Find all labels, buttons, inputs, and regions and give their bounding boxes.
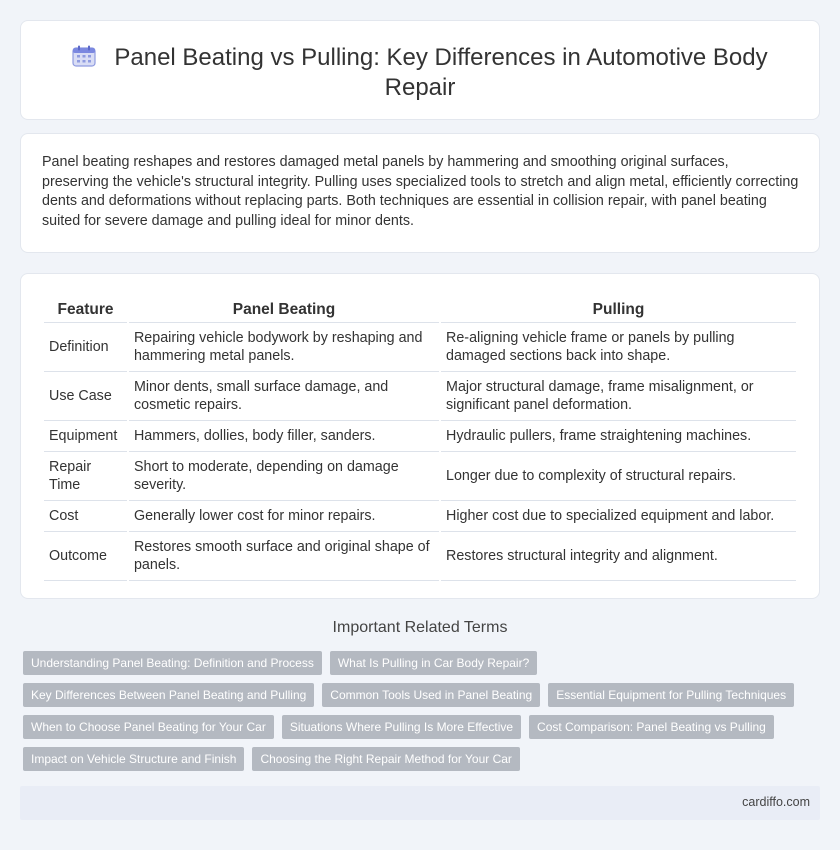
table-header-row (44, 295, 796, 323)
comparison-card (20, 273, 820, 599)
cell-panel-beating: Repairing vehicle bodywork by reshaping and hammering metal panels. (129, 323, 439, 372)
related-terms-list (23, 651, 803, 771)
related-term-link[interactable]: What Is Pulling in Car Body Repair? (330, 651, 537, 675)
table-row (44, 501, 796, 532)
related-terms-heading: Important Related Terms (332, 619, 508, 636)
cell-panel-beating: Short to moderate, depending on damage severity. (129, 452, 439, 501)
footer-site-link[interactable]: cardiffo.com (742, 795, 810, 809)
header-panel-beating: Panel Beating (129, 295, 439, 323)
table-row (44, 532, 796, 581)
calendar-icon (72, 45, 96, 67)
cell-panel-beating: Restores smooth surface and original shape of panels. (129, 532, 439, 581)
cell-feature: Cost (44, 501, 127, 532)
footer (20, 786, 820, 820)
title-card (20, 20, 820, 120)
header-pulling: Pulling (441, 295, 796, 323)
cell-pulling: Re-aligning vehicle frame or panels by pulling damaged sections back into shape. (441, 323, 796, 372)
related-term-link[interactable]: Key Differences Between Panel Beating and Pulling (23, 683, 314, 707)
related-term-link[interactable]: Impact on Vehicle Structure and Finish (23, 747, 244, 771)
cell-pulling: Higher cost due to specialized equipment and labor. (441, 501, 796, 532)
cell-pulling: Restores structural integrity and alignment. (441, 532, 796, 581)
related-term-link[interactable]: Situations Where Pulling Is More Effective (282, 715, 521, 739)
header-feature: Feature (44, 295, 127, 323)
related-term-link[interactable]: Understanding Panel Beating: Definition and Process (23, 651, 322, 675)
cell-feature: Repair Time (44, 452, 127, 501)
cell-pulling: Major structural damage, frame misalignment, or significant panel deformation. (441, 372, 796, 421)
related-term-link[interactable]: Common Tools Used in Panel Beating (322, 683, 540, 707)
cell-panel-beating: Hammers, dollies, body filler, sanders. (129, 421, 439, 452)
related-term-link[interactable]: When to Choose Panel Beating for Your Car (23, 715, 274, 739)
intro-card (20, 133, 820, 253)
related-term-link[interactable]: Cost Comparison: Panel Beating vs Pulling (529, 715, 774, 739)
cell-panel-beating: Minor dents, small surface damage, and cosmetic repairs. (129, 372, 439, 421)
table-row (44, 452, 796, 501)
cell-pulling: Longer due to complexity of structural repairs. (441, 452, 796, 501)
cell-feature: Equipment (44, 421, 127, 452)
related-term-link[interactable]: Choosing the Right Repair Method for Your Car (252, 747, 519, 771)
comparison-table (42, 295, 798, 581)
cell-pulling: Hydraulic pullers, frame straightening machines. (441, 421, 796, 452)
page-title (61, 43, 779, 103)
related-term-link[interactable]: Essential Equipment for Pulling Techniques (548, 683, 794, 707)
page-title-text: Panel Beating vs Pulling: Key Differences in Automotive Body Repair (114, 44, 768, 101)
cell-panel-beating: Generally lower cost for minor repairs. (129, 501, 439, 532)
table-row (44, 323, 796, 372)
cell-feature: Definition (44, 323, 127, 372)
cell-feature: Outcome (44, 532, 127, 581)
table-row (44, 421, 796, 452)
intro-paragraph: Panel beating reshapes and restores damaged metal panels by hammering and smoothing original surfaces, preserving the vehicle's structural integrity. Pulling uses specialized tools to stretch and align metal, efficiently correcting dents and deformations without replacing parts. Both techniques are essential in collision repair, with panel beating suited for severe damage and pulling ideal for minor dents. (42, 154, 799, 229)
cell-feature: Use Case (44, 372, 127, 421)
table-row (44, 372, 796, 421)
